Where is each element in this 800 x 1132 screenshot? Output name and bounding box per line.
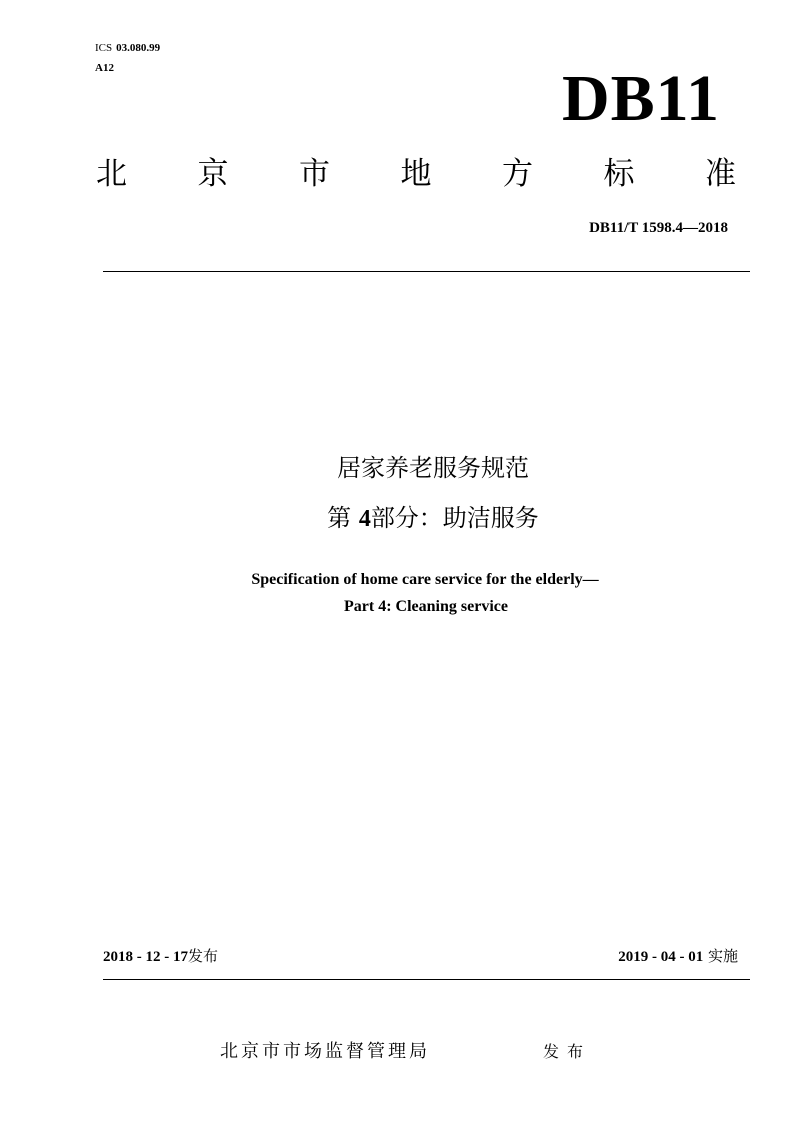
standard-type (96, 154, 736, 194)
issue-label: 发布 (188, 947, 219, 965)
standard-type-char: 北 (96, 156, 127, 192)
standard-type-char: 方 (502, 156, 533, 192)
title-en-part: Part 4: Cleaning service (344, 598, 508, 615)
standard-type-char: 地 (400, 156, 432, 192)
standard-type-char: 市 (299, 156, 330, 192)
standard-number: DB11/T 1598.4—2018 (589, 220, 728, 236)
header-divider (103, 271, 750, 272)
issue-date-line (103, 946, 218, 967)
title-cn-part-suffix: 部分：助洁服务 (370, 504, 539, 532)
ics-prefix: ICS (95, 42, 113, 54)
publisher-name: 北京市市场监督管理局 (220, 1041, 430, 1062)
ics-line (95, 42, 160, 54)
standard-type-char: 标 (603, 156, 635, 192)
db-mark: DB11 (561, 62, 720, 135)
title-cn-part (0, 502, 800, 535)
implement-label: 实施 (707, 947, 738, 965)
title-cn-part-prefix: 第 (327, 504, 352, 532)
publish-word: 发布 (543, 1042, 592, 1061)
title-cn-part-number: 4 (358, 506, 371, 532)
implement-date: 2019 - 04 - 01 (618, 949, 704, 965)
standard-type-char: 京 (197, 156, 229, 192)
classification-code: A12 (95, 62, 114, 74)
implement-date-line (618, 946, 738, 967)
title-cn-main: 居家养老服务规范 (337, 454, 529, 482)
footer-divider (103, 979, 750, 980)
standard-type-char: 准 (705, 156, 736, 192)
issue-date: 2018 - 12 - 17 (103, 949, 188, 965)
title-en-main: Specification of home care service for the elderly— (251, 571, 599, 588)
ics-code: 03.080.99 (116, 42, 161, 54)
